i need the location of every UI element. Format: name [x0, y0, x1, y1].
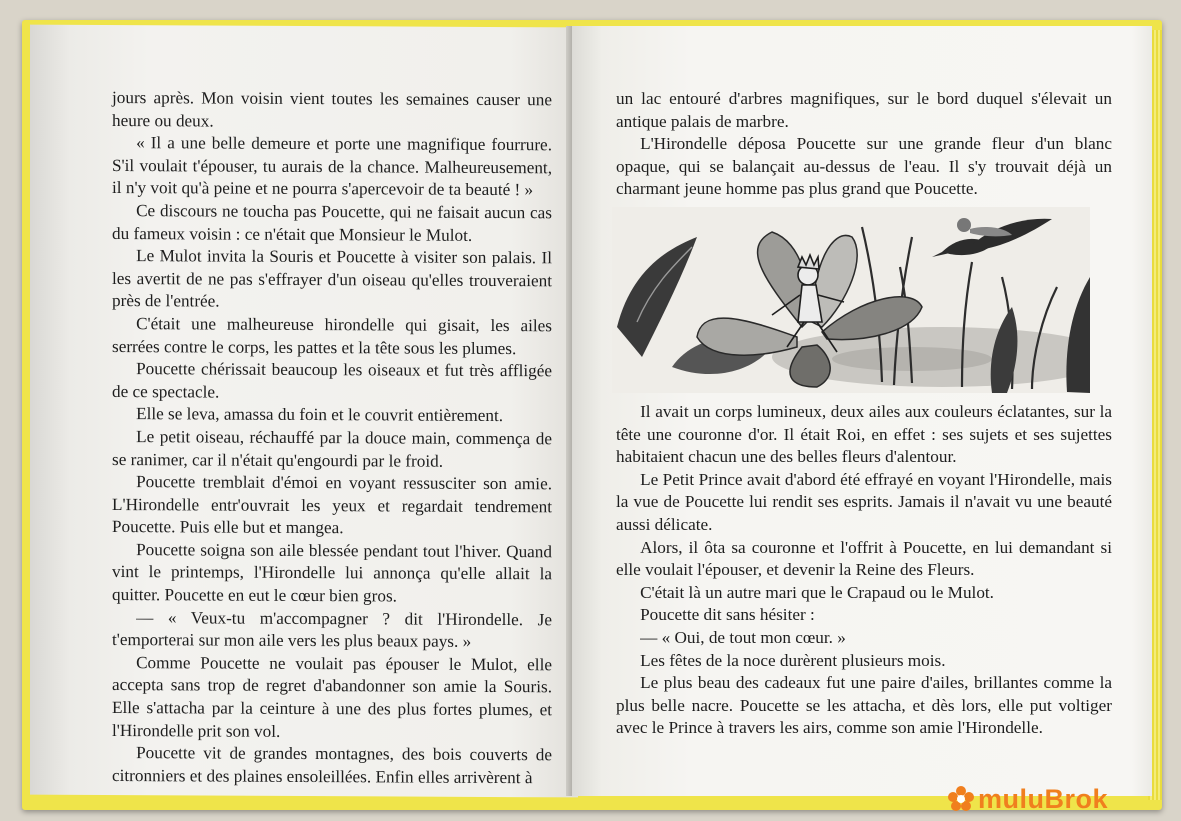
- paragraph: Elle se leva, amassa du foin et le couvrit entièrement.: [136, 404, 504, 426]
- paragraph: Il avait un corps lumineux, deux ailes aux couleurs éclatantes, sur la tête une couronne d'or. Il était Roi, en effet : ses sujets et ses sujettes habitaient chacun une des belles fleurs d'alentour.: [616, 401, 1112, 467]
- paragraph: Ce discours ne toucha pas Poucette, qui ne faisait aucun cas du fameux voisin : ce n'était que Monsieur le Mulot.: [112, 201, 552, 245]
- paragraph: C'était une malheureuse hirondelle qui gisait, les ailes serrées contre le corps, les pattes et la tête sous les plumes.: [112, 314, 552, 358]
- paragraph: jours après. Mon voisin vient toutes les semaines causer une heure ou deux.: [112, 87, 552, 131]
- watermark: [948, 784, 1108, 814]
- right-page: [572, 26, 1152, 796]
- paragraph: Poucette chérissait beaucoup les oiseaux et fut très affligée de ce spectacle.: [112, 359, 552, 402]
- paragraph: — « Veux-tu m'accompagner ? dit l'Hirondelle. Je t'emporterai sur mon aile vers les plus beaux pays. »: [112, 607, 552, 652]
- paragraph: Le Mulot invita la Souris et Poucette à visiter son palais. Il les avertit de ne pas s'effrayer d'un oiseau qu'elles trouveraient près de l'entrée.: [112, 246, 552, 311]
- paragraph: Poucette dit sans hésiter :: [640, 605, 815, 625]
- paragraph: Comme Poucette ne voulait pas épouser le Mulot, elle accepta sans trop de regret d'abandonner son amie la Souris. Elle s'attacha par la ceinture à une des plus fortes plumes, et l'Hirondelle prit son vol.: [112, 652, 552, 741]
- paragraph: Poucette soigna son aile blessée pendant tout l'hiver. Quand vint le printemps, l'Hirondelle lui annonça qu'elle allait la quitter. Poucette en eut le cœur bien gros.: [112, 539, 552, 606]
- paragraph: Le plus beau des cadeaux fut une paire d'ailes, brillantes comme la plus belle nacre. Poucette se les attacha, et dès lors, elle put voltiger avec le Prince à travers les airs, comme son amie l'Hirondelle.: [616, 673, 1112, 738]
- paragraph: — « Oui, de tout mon cœur. »: [640, 627, 846, 647]
- paragraph: un lac entouré d'arbres magnifiques, sur le bord duquel s'élevait un antique palais de marbre.: [616, 89, 1112, 131]
- paragraph: L'Hirondelle déposa Poucette sur une grande fleur d'un blanc opaque, qui se balançait au-dessus de l'eau. Il s'y trouvait déjà un charmant jeune homme pas plus grand que Poucette.: [616, 134, 1112, 199]
- paragraph: Alors, il ôta sa couronne et l'offrit à Poucette, en lui demandant si elle voulait l'épouser, et devenir la Reine des Fleurs.: [616, 537, 1112, 580]
- paragraph: Poucette tremblait d'émoi en voyant ressusciter son amie. L'Hirondelle entr'ouvrait les yeux et regardait tendrement Poucette. Puis elle but et mangea.: [112, 472, 552, 538]
- paragraph: Poucette vit de grandes montagnes, des bois couverts de citronniers et des plaines ensoleillées. Enfin elles arrivèrent à: [112, 743, 552, 788]
- watermark-text: muluBrok: [978, 783, 1109, 814]
- paragraph: Le Petit Prince avait d'abord été effrayé en voyant l'Hirondelle, mais la vue de Poucette lui rendit ses esprits. Jamais il n'avait vu une beauté aussi délicate.: [616, 469, 1112, 534]
- flower-prince-swallow-illustration: [612, 207, 1090, 393]
- paragraph: C'était là un autre mari que le Crapaud ou le Mulot.: [640, 582, 994, 602]
- paragraph: Les fêtes de la noce durèrent plusieurs mois.: [640, 650, 946, 670]
- flower-icon: [948, 786, 974, 812]
- left-page: [30, 25, 578, 798]
- paragraph: « Il a une belle demeure et porte une magnifique fourrure. S'il voulait t'épouser, tu aurais de la chance. Malheureusement, il n'y voit qu'à peine et ne pourra s'apercevoir de ta beauté ! »: [112, 133, 552, 200]
- paragraph: Le petit oiseau, réchauffé par la douce main, commença de se ranimer, car il n'était qu'engourdi par le froid.: [112, 427, 552, 471]
